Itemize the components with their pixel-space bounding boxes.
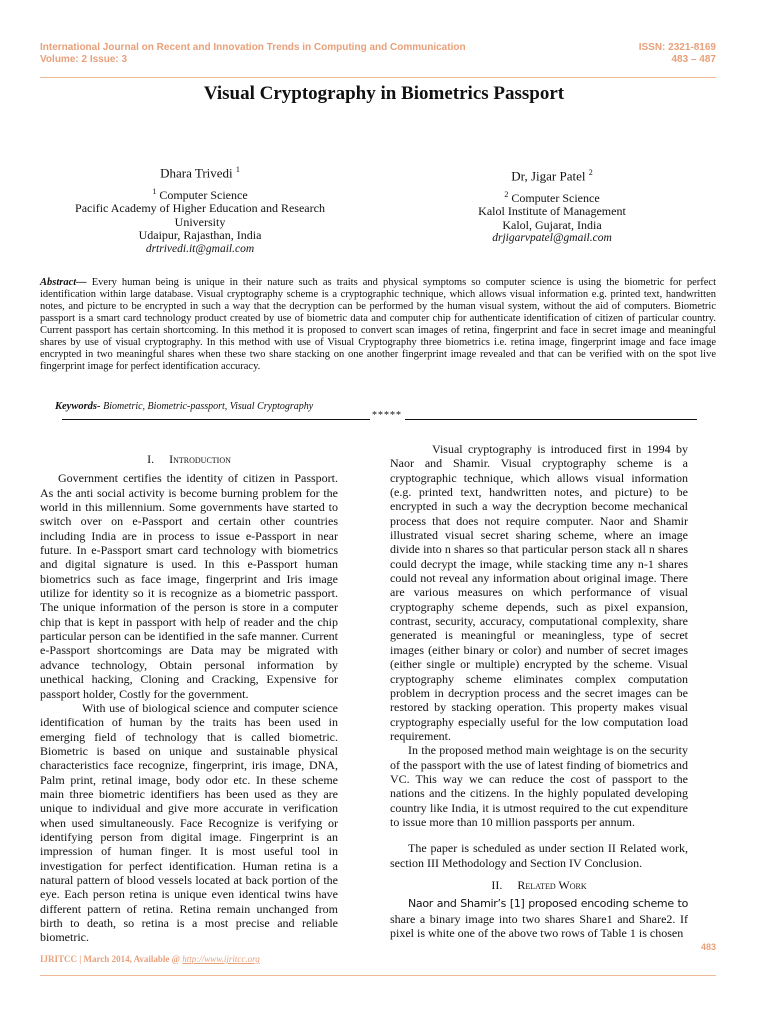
- abstract-label: Abstract—: [40, 277, 87, 288]
- section-number: II.: [491, 877, 503, 892]
- section-title: Related Work: [517, 877, 587, 892]
- author-affiliation-mark: 2: [588, 168, 593, 177]
- author-email[interactable]: drjigarvpatel@gmail.com: [492, 232, 612, 245]
- journal-pages: 483 – 487: [671, 54, 716, 65]
- paragraph: In the proposed method main weightage is on the security of the passport with the use of latest finding of biometrics and VC. This way we can reduce the cost of passport to the nations and the citizens. In the highly populated developing country like India, it is utmost required to the cut expenditure to issue more than 10 million passports per annum.: [390, 743, 688, 829]
- section-title: Introduction: [169, 452, 231, 466]
- author-block-2: [392, 166, 712, 246]
- separator-line-right: [405, 419, 697, 420]
- footer-text: IJRITCC | March 2014, Available @: [40, 954, 181, 964]
- author-block-1: [40, 163, 360, 256]
- page-number: 483: [700, 942, 716, 952]
- author-name: Dhara Trivedi: [160, 165, 233, 181]
- author-location: Udaipur, Rajasthan, India: [138, 228, 262, 243]
- abstract: [40, 277, 716, 373]
- author-affiliation-mark: 1: [235, 165, 240, 174]
- separator-stars: *****: [372, 410, 402, 421]
- paragraph: The paper is scheduled as under section II Related work, section III Methodology and Section IV Conclusion.: [390, 841, 688, 870]
- journal-issn: ISSN: 2321-8169: [638, 42, 716, 53]
- footer-link[interactable]: http://www.ijritcc.org: [182, 954, 260, 964]
- paragraph: Visual cryptography is introduced first in 1994 by Naor and Shamir. Visual cryptography scheme is a cryptographic technique, which allows visual information (e.g. printed text, handwritten notes, and picture) to be encrypted in such a way the decryption become mechanical process that does not require computer. Naor and Shamir illustrated visual secret sharing scheme, where an image divide into n shares so that particular person stack all n shares could decrypt the image, while stacking time any n-1 shares could not reveal any information about original image. There are various measures on which performance of visual cryptography scheme depends, such as pixel expansion, contrast, security, accuracy, computational complexity, share generated is meaningful or meaningless, type of secret images (either binary or color) and number of secret images (either single or multiple) encrypted by the scheme. Visual cryptography scheme eliminates complex computation problem in decryption process and the secret images can be restored by stacking operation. This property makes visual cryptography especially useful for the low computation load requirement.: [390, 442, 688, 743]
- right-column: [390, 442, 688, 940]
- section-heading-introduction: [40, 452, 338, 466]
- section-heading-related-work: [390, 878, 688, 892]
- author-affiliation-mark: 2: [504, 189, 509, 199]
- journal-name: International Journal on Recent and Innovation Trends in Computing and Communication: [40, 42, 466, 53]
- author-email[interactable]: drtrivedi.it@gmail.com: [145, 242, 255, 255]
- keywords-text: Biometric, Biometric-passport, Visual Cryptography: [103, 401, 314, 412]
- paper-title: Visual Cryptography in Biometrics Passport: [203, 83, 565, 104]
- author-dept: Computer Science: [511, 190, 600, 205]
- author-affiliation-mark: 1: [152, 186, 157, 196]
- footer-divider: [40, 975, 716, 976]
- author-institution: Pacific Academy of Higher Education and Research: [75, 201, 325, 216]
- author-institution: Kalol Institute of Management: [478, 204, 626, 219]
- footer-citation: [40, 954, 260, 964]
- author-location: Kalol, Gujarat, India: [502, 217, 602, 232]
- paragraph: With use of biological science and computer science identification of human by the traits has been used in emerging field of technology that is called biometric. Biometric is based on unique and sustainable physical characteristics face recognize, fingerprint, iris image, DNA, Palm print, retinal image, body odor etc. In these scheme main three biometric identifiers has been used as they are unique to individual and give more accurate in verification when used simultaneously. Face Recognize is verifying or identifying person from digital image. Fingerprint is an impression of human finger. It is most useful tool in investigation for perfect identification. Human retina is a natural pattern of blood vessels located at back portion of the eye. Each person retina is unique even identical twins have different pattern of retina. Retina remain unchanged from birth to death, so retina is a most precise and reliable biometric.: [40, 700, 338, 945]
- author-dept: Computer Science: [159, 187, 248, 202]
- header-divider: [40, 77, 716, 78]
- left-column: [40, 448, 338, 945]
- section-number: I.: [147, 452, 155, 466]
- keywords-label: Keywords-: [55, 401, 101, 412]
- author-name: Dr, Jigar Patel: [511, 168, 586, 184]
- paragraph: share a binary image into two shares Share1 and Share2. If pixel is white one of the above two rows of Table 1 is chosen: [390, 911, 688, 940]
- abstract-text: Every human being is unique in their nature such as traits and physical symptoms so computer science is using the biometric for perfect identification within large database. Visual cryptography scheme is a cryptographic technique, which allows visual information e.g. printed text, handwritten notes, and picture to be encrypted in such a way that the decryption can be performed by the human visual system, without the aid of computers. Biometric passport is a smart card technology product created by use of biometric data and computer chip for authenticate identification of citizen of particular country. Current passport has certain shortcoming. In this method it is proposed to convert scan images of retina, fingerprint and face in secret image and meaningful shares by use of visual cryptography. In this method with use of Visual Cryptography three biometrics i.e. retina image, fingerprint image and face image encrypted in two meaningful shares when these two share stacking on one another fingerprint image revealed and that can be verified with on the spot live fingerprint image for perfect identification accuracy.: [40, 277, 716, 372]
- separator-line-left: [62, 419, 370, 420]
- paragraph: Government certifies the identity of citizen in Passport. As the anti social activity is become burning problem for the world in this millennium. Some governments have started to switch over on e-Passport and certain other countries including India are in process to issue e-Passport in near future. In e-Passport smart card technology with biometrics and digital signature is used. In this e-Passport human biometrics such as face image, fingerprint and Iris image utilize for identity so it is recognize as a biometric passport. The unique information of the person is store in a computer chip that is kept in passport with help of reader and the chip particular person can be identified in the safe manner. Current e-Passport shortcomings are Data may be migrated with advance technology, Obtain personal information by unethical hacking, Cloning and Cracking, Expensive for passport holder, Costly for the government.: [40, 471, 338, 701]
- paragraph-line: Naor and Shamir’s [1] proposed encoding scheme to: [408, 897, 688, 911]
- section-separator: [62, 410, 697, 424]
- author-institution-cont: University: [174, 214, 226, 229]
- journal-volume: Volume: 2 Issue: 3: [40, 54, 128, 65]
